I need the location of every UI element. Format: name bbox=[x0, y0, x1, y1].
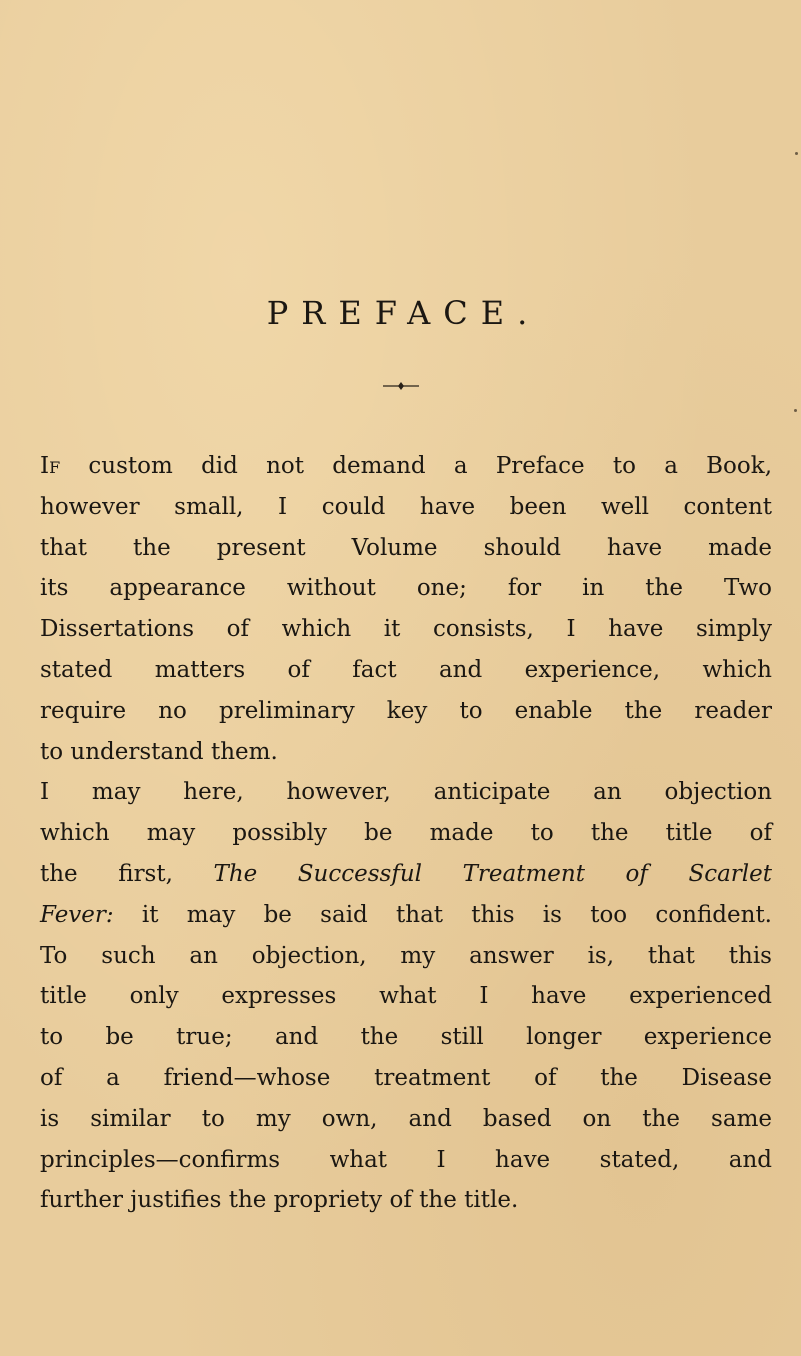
ornament-divider bbox=[0, 378, 801, 394]
text-line: of a friend—whose treatment of the Disease bbox=[40, 1064, 772, 1091]
page-heading: PREFACE. bbox=[266, 294, 541, 332]
text-line bbox=[40, 895, 772, 936]
text-line: to be true; and the still longer experience bbox=[40, 1024, 772, 1051]
paper-speck bbox=[794, 409, 797, 412]
preface-body bbox=[40, 446, 772, 1221]
text-line: which may possibly be made to the title of bbox=[40, 820, 772, 847]
text-line: its appearance without one; for in the Two bbox=[40, 575, 772, 602]
text-line: stated matters of fact and experience, which bbox=[40, 656, 772, 683]
italic-title-end: Fever: bbox=[40, 901, 114, 928]
paper-speck bbox=[795, 152, 798, 155]
italic-title: The Successful Treatment of Scarlet bbox=[213, 860, 772, 887]
text-line: however small, I could have been well content bbox=[40, 493, 772, 520]
text-line: title only expresses what I have experienced bbox=[40, 983, 772, 1010]
line-rest: custom did not demand a Preface to a Book, bbox=[60, 453, 772, 479]
line-rest: it may be said that this is too confident. bbox=[113, 901, 772, 928]
drop-word: If bbox=[40, 453, 61, 479]
text-line: that the present Volume should have made bbox=[40, 534, 772, 561]
text-line: To such an objection, my answer is, that this bbox=[40, 942, 772, 969]
line-start: the first, bbox=[40, 860, 214, 887]
paragraph-1 bbox=[40, 446, 772, 772]
text-line bbox=[40, 446, 772, 487]
text-line: further justifies the propriety of the title. bbox=[40, 1187, 519, 1214]
text-line: require no preliminary key to enable the reader bbox=[40, 697, 772, 724]
diamond-rule-icon bbox=[381, 378, 421, 394]
text-line: I may here, however, anticipate an objection bbox=[40, 779, 772, 806]
text-line: Dissertations of which it consists, I have simply bbox=[40, 616, 772, 643]
paragraph-2 bbox=[40, 772, 772, 1221]
text-line: principles—confirms what I have stated, and bbox=[40, 1146, 772, 1173]
text-line: to understand them. bbox=[40, 738, 278, 765]
text-line bbox=[40, 854, 772, 895]
text-line: is similar to my own, and based on the same bbox=[40, 1105, 772, 1132]
